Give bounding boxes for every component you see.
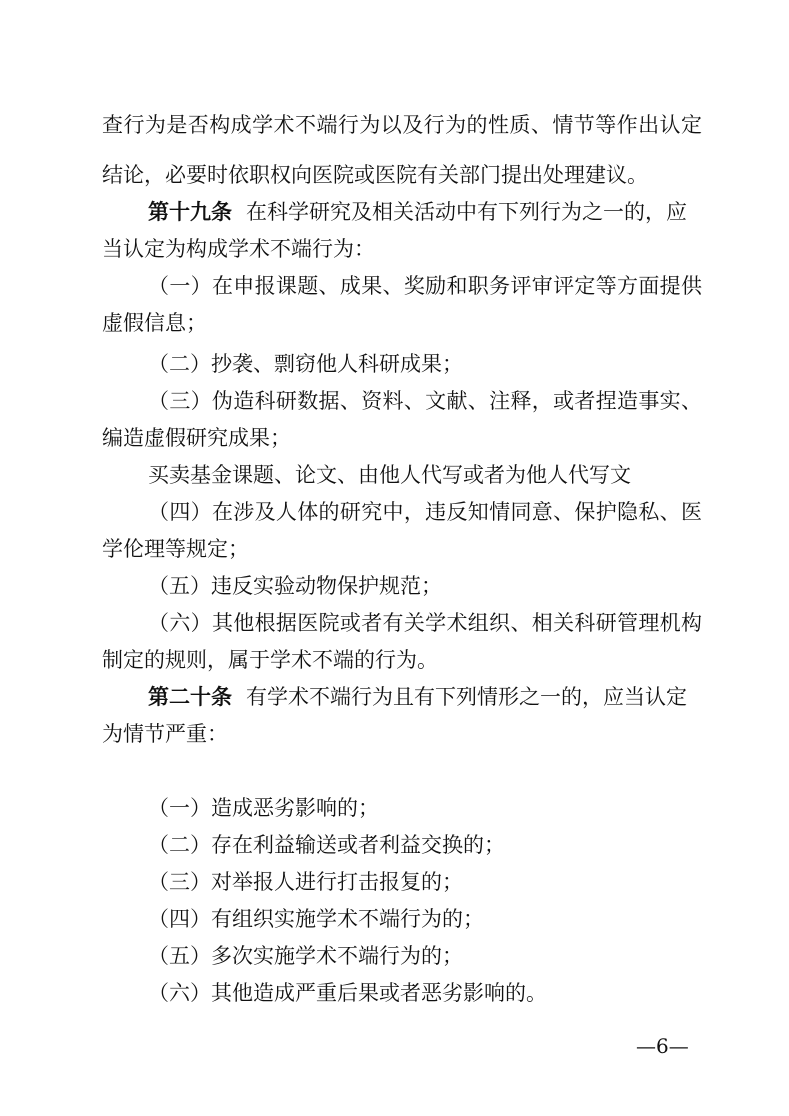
- text-line: 买卖基金课题、论文、由他人代写或者为他人代写文: [148, 463, 631, 487]
- article-heading-20: [148, 684, 687, 710]
- text-line: 制定的规则，属于学术不端的行为。: [102, 648, 438, 672]
- list-item: （三）对举报人进行打击报复的；: [148, 870, 463, 894]
- list-item: （一）造成恶劣影响的；: [148, 796, 379, 820]
- list-item: （三）伪造科研数据、资料、文献、注释，或者捏造事实、: [148, 389, 702, 413]
- list-item: （五）多次实施学术不端行为的；: [148, 944, 463, 968]
- article-number: 第十九条: [148, 200, 232, 224]
- article-text: 在科学研究及相关活动中有下列行为之一的，应: [246, 200, 687, 224]
- page-number: —6—: [636, 1034, 689, 1058]
- text-line: 编造虚假研究成果；: [102, 426, 291, 450]
- text-line: 学伦理等规定；: [102, 537, 249, 561]
- text-line: 查行为是否构成学术不端行为以及行为的性质、情节等作出认定: [102, 113, 702, 137]
- text-line: 为情节严重：: [102, 722, 228, 746]
- list-item: （四）在涉及人体的研究中，违反知情同意、保护隐私、医: [148, 500, 702, 524]
- list-item: （五）违反实验动物保护规范；: [148, 574, 442, 598]
- list-item: （六）其他造成严重后果或者恶劣影响的。: [148, 981, 547, 1005]
- text-line: 结论，必要时依职权向医院或医院有关部门提出处理建议。: [102, 163, 648, 187]
- list-item: （一）在申报课题、成果、奖励和职务评审评定等方面提供: [148, 274, 702, 298]
- article-text: 有学术不端行为且有下列情形之一的，应当认定: [246, 685, 687, 709]
- text-line: 虚假信息；: [102, 311, 207, 335]
- article-number: 第二十条: [148, 685, 232, 709]
- list-item: （四）有组织实施学术不端行为的；: [148, 907, 484, 931]
- article-heading-19: [148, 199, 687, 225]
- list-item: （二）抄袭、剽窃他人科研成果；: [148, 352, 463, 376]
- text-line: 当认定为构成学术不端行为：: [102, 237, 375, 261]
- list-item: （二）存在利益输送或者利益交换的；: [148, 833, 505, 857]
- list-item: （六）其他根据医院或者有关学术组织、相关科研管理机构: [148, 611, 702, 635]
